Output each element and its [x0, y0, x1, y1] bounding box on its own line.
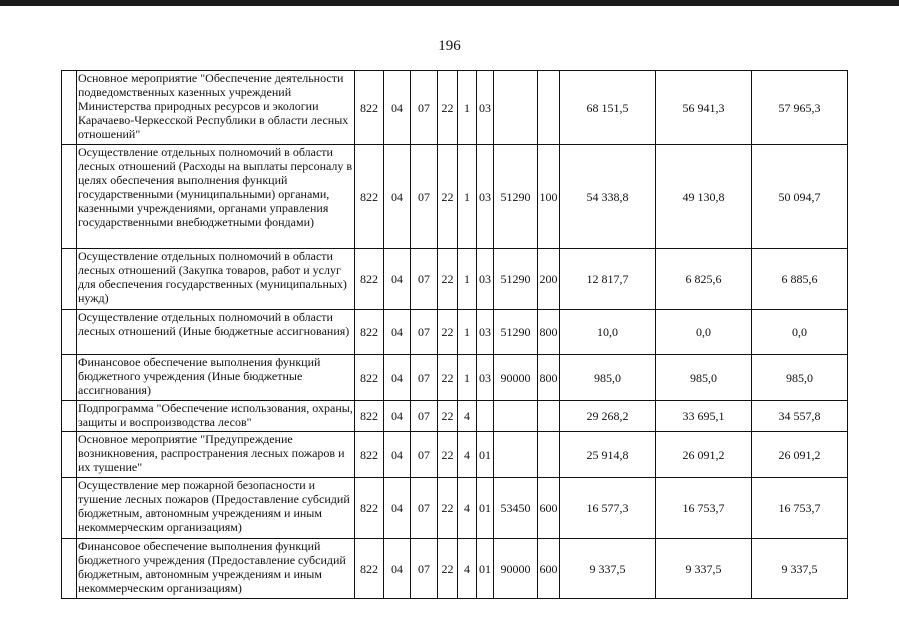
row-index-cell	[62, 432, 77, 478]
amount-year-2: 6 825,6	[656, 249, 752, 310]
section-code: 04	[384, 478, 411, 539]
table-row	[62, 145, 848, 249]
row-index-cell	[62, 310, 77, 355]
program-code: 22	[438, 310, 458, 355]
section-code: 04	[384, 310, 411, 355]
subprogram-code: 1	[458, 355, 477, 401]
amount-year-3: 16 753,7	[752, 478, 848, 539]
expense-type-code	[538, 71, 560, 145]
program-code: 22	[438, 539, 458, 599]
subsection-code: 07	[411, 432, 438, 478]
direction-code	[494, 71, 538, 145]
subsection-code: 07	[411, 71, 438, 145]
budget-table	[61, 70, 848, 599]
amount-year-3: 0,0	[752, 310, 848, 355]
section-code: 04	[384, 249, 411, 310]
ministry-code: 822	[355, 145, 384, 249]
subprogram-code: 4	[458, 401, 477, 432]
section-code: 04	[384, 71, 411, 145]
expense-name: Подпрограмма "Обеспечение использования, охраны, защиты и воспроизводства лесов"	[77, 401, 355, 432]
section-code: 04	[384, 145, 411, 249]
subsection-code: 07	[411, 478, 438, 539]
subsection-code: 07	[411, 539, 438, 599]
ministry-code: 822	[355, 478, 384, 539]
direction-code	[494, 401, 538, 432]
expense-name: Основное мероприятие "Предупреждение возникновения, распространения лесных пожаров и их тушение"	[77, 432, 355, 478]
subprogram-code: 4	[458, 539, 477, 599]
expense-name: Финансовое обеспечение выполнения функций бюджетного учреждения (Иные бюджетные ассигнования)	[77, 355, 355, 401]
direction-code: 90000	[494, 539, 538, 599]
page-number: 196	[438, 38, 461, 54]
table-row	[62, 71, 848, 145]
event-code: 01	[477, 478, 494, 539]
table-row	[62, 539, 848, 599]
event-code: 03	[477, 145, 494, 249]
subsection-code: 07	[411, 355, 438, 401]
amount-year-2: 33 695,1	[656, 401, 752, 432]
expense-name: Осуществление мер пожарной безопасности и тушение лесных пожаров (Предоставление субсидий бюджетным, автономным учреждениям и иным некоммерческим организациям)	[77, 478, 355, 539]
section-code: 04	[384, 355, 411, 401]
section-code: 04	[384, 432, 411, 478]
event-code	[477, 401, 494, 432]
program-code: 22	[438, 355, 458, 401]
subprogram-code: 4	[458, 478, 477, 539]
event-code: 01	[477, 539, 494, 599]
amount-year-3: 34 557,8	[752, 401, 848, 432]
direction-code: 51290	[494, 249, 538, 310]
program-code: 22	[438, 432, 458, 478]
amount-year-2: 49 130,8	[656, 145, 752, 249]
amount-year-1: 16 577,3	[560, 478, 656, 539]
row-index-cell	[62, 249, 77, 310]
amount-year-1: 54 338,8	[560, 145, 656, 249]
expense-type-code: 600	[538, 478, 560, 539]
subprogram-code: 4	[458, 432, 477, 478]
table-row	[62, 249, 848, 310]
program-code: 22	[438, 478, 458, 539]
subprogram-code: 1	[458, 310, 477, 355]
expense-name: Финансовое обеспечение выполнения функций бюджетного учреждения (Предоставление субсидий бюджетным, автономным учреждениям и иным некоммерческим организациям)	[77, 539, 355, 599]
expense-type-code	[538, 401, 560, 432]
amount-year-2: 9 337,5	[656, 539, 752, 599]
subprogram-code: 1	[458, 145, 477, 249]
table-row	[62, 478, 848, 539]
amount-year-2: 56 941,3	[656, 71, 752, 145]
top-border-rule	[0, 0, 899, 6]
budget-table-body	[62, 71, 848, 599]
amount-year-1: 9 337,5	[560, 539, 656, 599]
table-row	[62, 401, 848, 432]
section-code: 04	[384, 401, 411, 432]
amount-year-1: 985,0	[560, 355, 656, 401]
ministry-code: 822	[355, 71, 384, 145]
program-code: 22	[438, 71, 458, 145]
subsection-code: 07	[411, 249, 438, 310]
expense-name: Осуществление отдельных полномочий в области лесных отношений (Иные бюджетные ассигнования)	[77, 310, 355, 355]
row-index-cell	[62, 355, 77, 401]
direction-code: 51290	[494, 310, 538, 355]
ministry-code: 822	[355, 310, 384, 355]
subprogram-code: 1	[458, 249, 477, 310]
program-code: 22	[438, 249, 458, 310]
subsection-code: 07	[411, 310, 438, 355]
event-code: 01	[477, 432, 494, 478]
expense-name: Осуществление отдельных полномочий в области лесных отношений (Расходы на выплаты персоналу в целях обеспечения выполнения функций государственными (муниципальными) органами, казенными учреждениями, органами управления государственными внебюджетными фондами)	[77, 145, 355, 249]
amount-year-2: 26 091,2	[656, 432, 752, 478]
ministry-code: 822	[355, 401, 384, 432]
expense-type-code: 600	[538, 539, 560, 599]
amount-year-3: 57 965,3	[752, 71, 848, 145]
section-code: 04	[384, 539, 411, 599]
event-code: 03	[477, 249, 494, 310]
direction-code: 53450	[494, 478, 538, 539]
table-row	[62, 355, 848, 401]
amount-year-3: 50 094,7	[752, 145, 848, 249]
event-code: 03	[477, 310, 494, 355]
expense-type-code: 800	[538, 355, 560, 401]
row-index-cell	[62, 539, 77, 599]
ministry-code: 822	[355, 539, 384, 599]
amount-year-2: 16 753,7	[656, 478, 752, 539]
direction-code: 51290	[494, 145, 538, 249]
amount-year-1: 29 268,2	[560, 401, 656, 432]
program-code: 22	[438, 145, 458, 249]
row-index-cell	[62, 71, 77, 145]
expense-type-code: 800	[538, 310, 560, 355]
amount-year-3: 6 885,6	[752, 249, 848, 310]
row-index-cell	[62, 401, 77, 432]
amount-year-1: 12 817,7	[560, 249, 656, 310]
amount-year-2: 0,0	[656, 310, 752, 355]
amount-year-1: 68 151,5	[560, 71, 656, 145]
ministry-code: 822	[355, 432, 384, 478]
ministry-code: 822	[355, 355, 384, 401]
program-code: 22	[438, 401, 458, 432]
expense-name: Осуществление отдельных полномочий в области лесных отношений (Закупка товаров, работ и услуг для обеспечения государственных (муниципальных) нужд)	[77, 249, 355, 310]
expense-type-code	[538, 432, 560, 478]
direction-code: 90000	[494, 355, 538, 401]
amount-year-1: 25 914,8	[560, 432, 656, 478]
row-index-cell	[62, 145, 77, 249]
subsection-code: 07	[411, 145, 438, 249]
event-code: 03	[477, 355, 494, 401]
amount-year-2: 985,0	[656, 355, 752, 401]
amount-year-1: 10,0	[560, 310, 656, 355]
subprogram-code: 1	[458, 71, 477, 145]
row-index-cell	[62, 478, 77, 539]
expense-type-code: 200	[538, 249, 560, 310]
event-code: 03	[477, 71, 494, 145]
amount-year-3: 985,0	[752, 355, 848, 401]
table-row	[62, 310, 848, 355]
subsection-code: 07	[411, 401, 438, 432]
direction-code	[494, 432, 538, 478]
expense-name: Основное мероприятие "Обеспечение деятельности подведомственных казенных учреждений Министерства природных ресурсов и экологии Карачаево-Черкесской Республики в области лесных отношений"	[77, 71, 355, 145]
table-row	[62, 432, 848, 478]
ministry-code: 822	[355, 249, 384, 310]
expense-type-code: 100	[538, 145, 560, 249]
amount-year-3: 26 091,2	[752, 432, 848, 478]
amount-year-3: 9 337,5	[752, 539, 848, 599]
